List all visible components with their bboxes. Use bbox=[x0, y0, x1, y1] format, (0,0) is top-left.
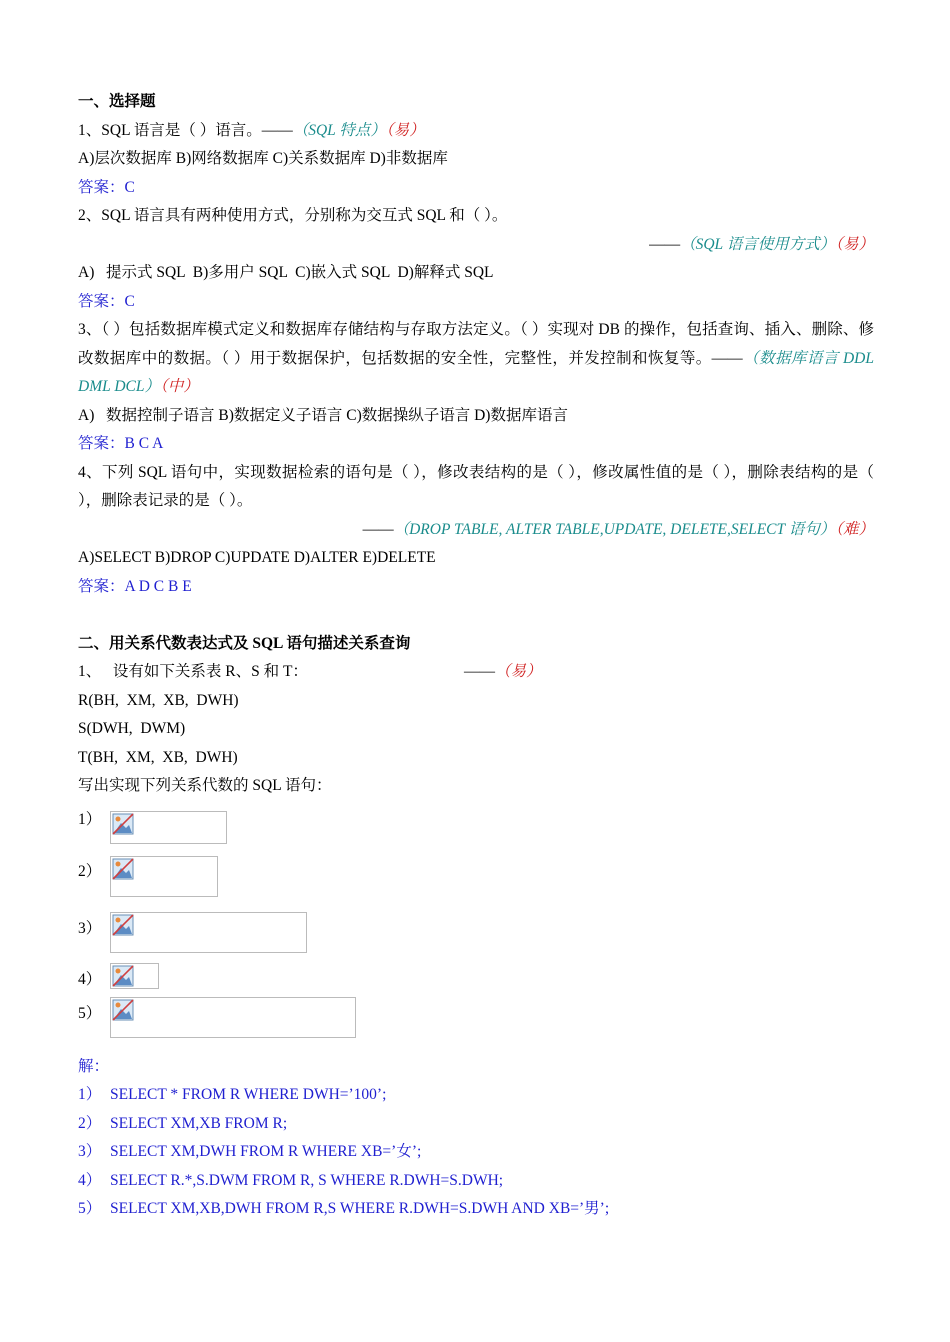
formula-number-4: 4） bbox=[78, 970, 102, 988]
solution-row bbox=[78, 1195, 874, 1224]
formula-image-4 bbox=[110, 963, 159, 989]
broken-image-icon bbox=[112, 914, 134, 936]
q2-options: A) 提示式 SQL B)多用户 SQL C)嵌入式 SQL D)解释式 SQL bbox=[78, 264, 494, 281]
formula-number-2: 2） bbox=[78, 862, 102, 880]
q4-question: 4、下列 SQL 语句中，实现数据检索的语句是（ ），修改表结构的是（ ），修改属性值的是（ ），删除表结构的是（ ），删除表记录的是（ ）。 bbox=[78, 463, 874, 509]
q2-topic: （SQL 语言使用方式） bbox=[680, 235, 836, 253]
q1-question: 1、SQL 语言是（ ）语言。—— bbox=[78, 121, 293, 139]
solution-number: 1） bbox=[78, 1086, 102, 1103]
formula-image-1 bbox=[110, 811, 227, 844]
formula-number-5: 5） bbox=[78, 1004, 102, 1022]
formula-row-4 bbox=[78, 963, 874, 997]
q4-options: A)SELECT B)DROP C)UPDATE D)ALTER E)DELETE bbox=[78, 549, 436, 566]
spacer bbox=[78, 601, 874, 630]
broken-image-icon bbox=[112, 858, 134, 880]
q3-options: A) 数据控制子语言 B)数据定义子语言 C)数据操纵子语言 D)数据库语言 bbox=[78, 406, 568, 424]
section2-prompt: 写出实现下列关系代数的 SQL 语句： bbox=[78, 777, 332, 794]
q1-options: A)层次数据库 B)网络数据库 C)关系数据库 D)非数据库 bbox=[78, 150, 448, 167]
section2-intro-difficulty: （易） bbox=[495, 663, 542, 680]
q4-difficulty: （难） bbox=[835, 520, 874, 538]
formula-image-5 bbox=[110, 997, 356, 1038]
solution-sql: SELECT XM,XB,DWH FROM R,S WHERE R.DWH=S.DWH AND XB=’男’; bbox=[110, 1200, 610, 1217]
solution-sql: SELECT XM,DWH FROM R WHERE XB=’女’; bbox=[110, 1143, 422, 1160]
q3-question: 3、（ ）包括数据库模式定义和数据库存储结构与存取方法定义。（ ）实现对 DB 的操作，包括查询、插入、删除、修改数据库中的数据。（ ）用于数据保护，包括数据的安全性，完整性，并发控制和恢复等。—— bbox=[78, 321, 874, 367]
q3-paragraph bbox=[78, 316, 874, 402]
q4-topic: （DROP TABLE, ALTER TABLE,UPDATE, DELETE,SELECT 语句） bbox=[393, 520, 836, 538]
solution-row bbox=[78, 1081, 874, 1110]
section1-title: 一、选择题 bbox=[78, 93, 156, 110]
q2-answer: 答案：C bbox=[78, 292, 135, 310]
solution-row bbox=[78, 1167, 874, 1196]
q1-answer: 答案：C bbox=[78, 178, 135, 196]
section2-intro-line bbox=[78, 658, 874, 687]
solution-row bbox=[78, 1138, 874, 1167]
table-s: S(DWH, DWM) bbox=[78, 720, 186, 737]
section2-title: 二、用关系代数表达式及 SQL 语句描述关系查询 bbox=[78, 634, 411, 652]
q2-dash: —— bbox=[649, 235, 681, 253]
formula-number-1: 1） bbox=[78, 810, 102, 828]
table-r: R(BH, XM, XB, DWH) bbox=[78, 691, 239, 709]
section2-intro: 1、 设有如下关系表 R、S 和 T： bbox=[78, 663, 308, 680]
q2-difficulty: （易） bbox=[835, 235, 874, 253]
q1-line bbox=[78, 117, 874, 146]
broken-image-icon bbox=[112, 813, 134, 835]
q4-tag-line bbox=[78, 516, 874, 545]
q3-topic: （数据库语言 DDL DML DCL） bbox=[78, 349, 874, 395]
table-t: T(BH, XM, XB, DWH) bbox=[78, 748, 238, 766]
q3-answer: 答案：B C A bbox=[78, 435, 164, 452]
section2-intro-dash: —— bbox=[464, 663, 495, 680]
broken-image-icon bbox=[112, 999, 134, 1021]
formula-row-2 bbox=[78, 855, 874, 912]
solution-number: 2） bbox=[78, 1114, 102, 1132]
q1-topic: （SQL 特点） bbox=[292, 121, 386, 139]
formula-row-5 bbox=[78, 997, 874, 1053]
formula-row-1 bbox=[78, 803, 874, 855]
formula-number-3: 3） bbox=[78, 919, 102, 937]
q4-dash: —— bbox=[362, 520, 394, 538]
q3-difficulty: （中） bbox=[159, 378, 199, 395]
solution-sql: SELECT R.*,S.DWM FROM R, S WHERE R.DWH=S.DWH; bbox=[110, 1171, 504, 1189]
solution-number: 4） bbox=[78, 1171, 102, 1189]
solution-number: 5） bbox=[78, 1200, 102, 1217]
q2-tag-line bbox=[78, 231, 874, 260]
q1-difficulty: （易） bbox=[385, 121, 425, 139]
solution-row bbox=[78, 1110, 874, 1139]
formula-row-3 bbox=[78, 912, 874, 963]
solution-sql: SELECT XM,XB FROM R; bbox=[110, 1114, 288, 1132]
solution-sql: SELECT * FROM R WHERE DWH=’100’; bbox=[110, 1086, 387, 1103]
formula-image-3 bbox=[110, 912, 307, 953]
solution-label: 解： bbox=[78, 1057, 110, 1075]
q4-answer: 答案：A D C B E bbox=[78, 577, 192, 595]
solution-number: 3） bbox=[78, 1143, 102, 1160]
broken-image-icon bbox=[112, 965, 134, 987]
q2-question: 2、SQL 语言具有两种使用方式，分别称为交互式 SQL 和（ ）。 bbox=[78, 207, 508, 224]
document-page bbox=[78, 88, 874, 1224]
formula-image-2 bbox=[110, 856, 218, 897]
